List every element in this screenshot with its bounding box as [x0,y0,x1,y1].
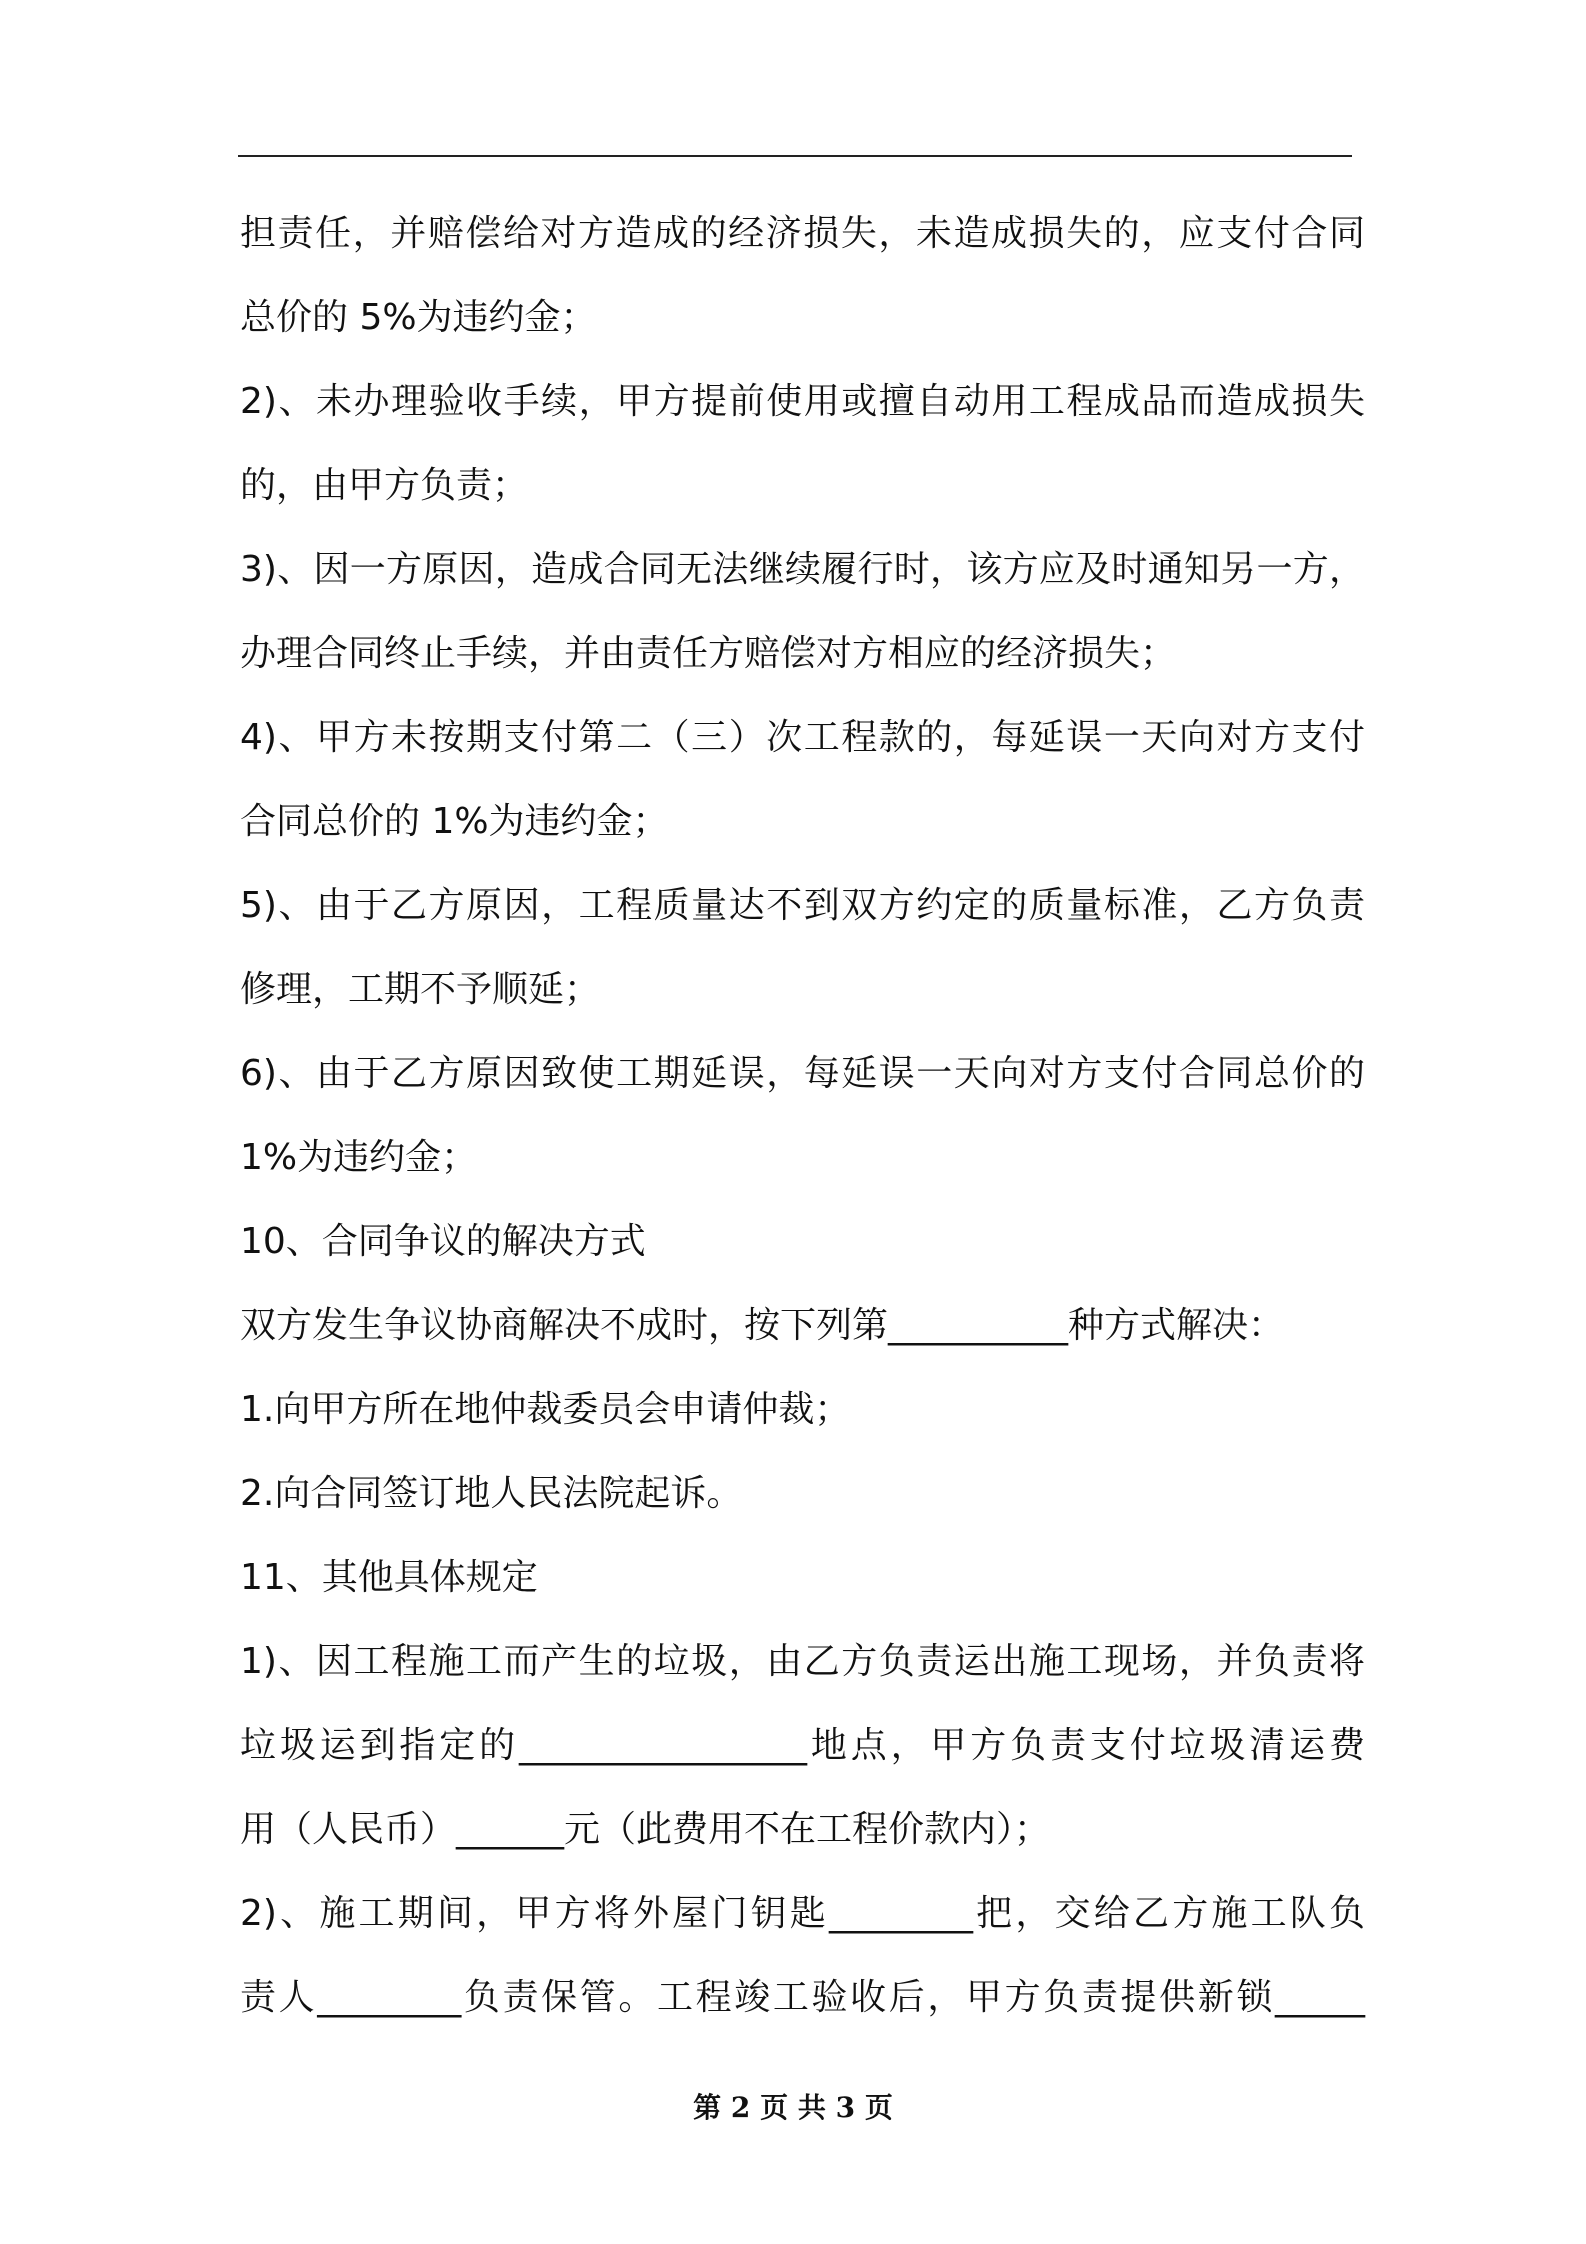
text-line: 合同总价的 1%为违约金； [240,801,669,842]
text-line: 6)、由于乙方原因致使工期延误，每延误一天向对方支付合同总价的 [240,1053,1365,1094]
text-line: 的，由甲方负责； [240,465,529,506]
page-number-footer: 第 2 页 共 3 页 [693,2091,893,2124]
header-rule [238,155,1352,157]
text-line: 1%为违约金； [240,1137,478,1178]
text-line: 办理合同终止手续，并由责任方赔偿对方相应的经济损失； [240,633,1177,674]
text-line: 3)、因一方原因，造成合同无法继续履行时，该方应及时通知另一方， [240,549,1365,590]
text-line: 4)、甲方未按期支付第二（三）次工程款的，每延误一天向对方支付 [240,717,1365,758]
text-line: 2.向合同签订地人民法院起诉。 [240,1473,743,1514]
text-line: 1.向甲方所在地仲裁委员会申请仲裁； [240,1389,851,1430]
text-line: 1)、因工程施工而产生的垃圾，由乙方负责运出施工现场，并负责将 [240,1641,1365,1682]
document-body [240,192,1365,2040]
section-heading: 10、合同争议的解决方式 [240,1221,646,1262]
text-line: 修理，工期不予顺延； [240,969,601,1010]
text-line: 总价的 5%为违约金； [240,297,597,338]
text-line: 2)、施工期间，甲方将外屋门钥匙________把，交给乙方施工队负 [240,1893,1365,1934]
text-line: 用（人民币）______元（此费用不在工程价款内）； [240,1809,1051,1850]
text-line: 5)、由于乙方原因，工程质量达不到双方约定的质量标准，乙方负责 [240,885,1365,926]
text-line: 垃圾运到指定的________________地点，甲方负责支付垃圾清运费 [240,1725,1365,1766]
section-heading: 11、其他具体规定 [240,1557,538,1598]
text-line: 担责任，并赔偿给对方造成的经济损失，未造成损失的，应支付合同 [240,213,1365,254]
text-line: 责人________负责保管。工程竣工验收后，甲方负责提供新锁_____ [240,1977,1365,2018]
text-line: 双方发生争议协商解决不成时，按下列第__________种方式解决： [240,1305,1285,1346]
text-line: 2)、未办理验收手续，甲方提前使用或擅自动用工程成品而造成损失 [240,381,1365,422]
